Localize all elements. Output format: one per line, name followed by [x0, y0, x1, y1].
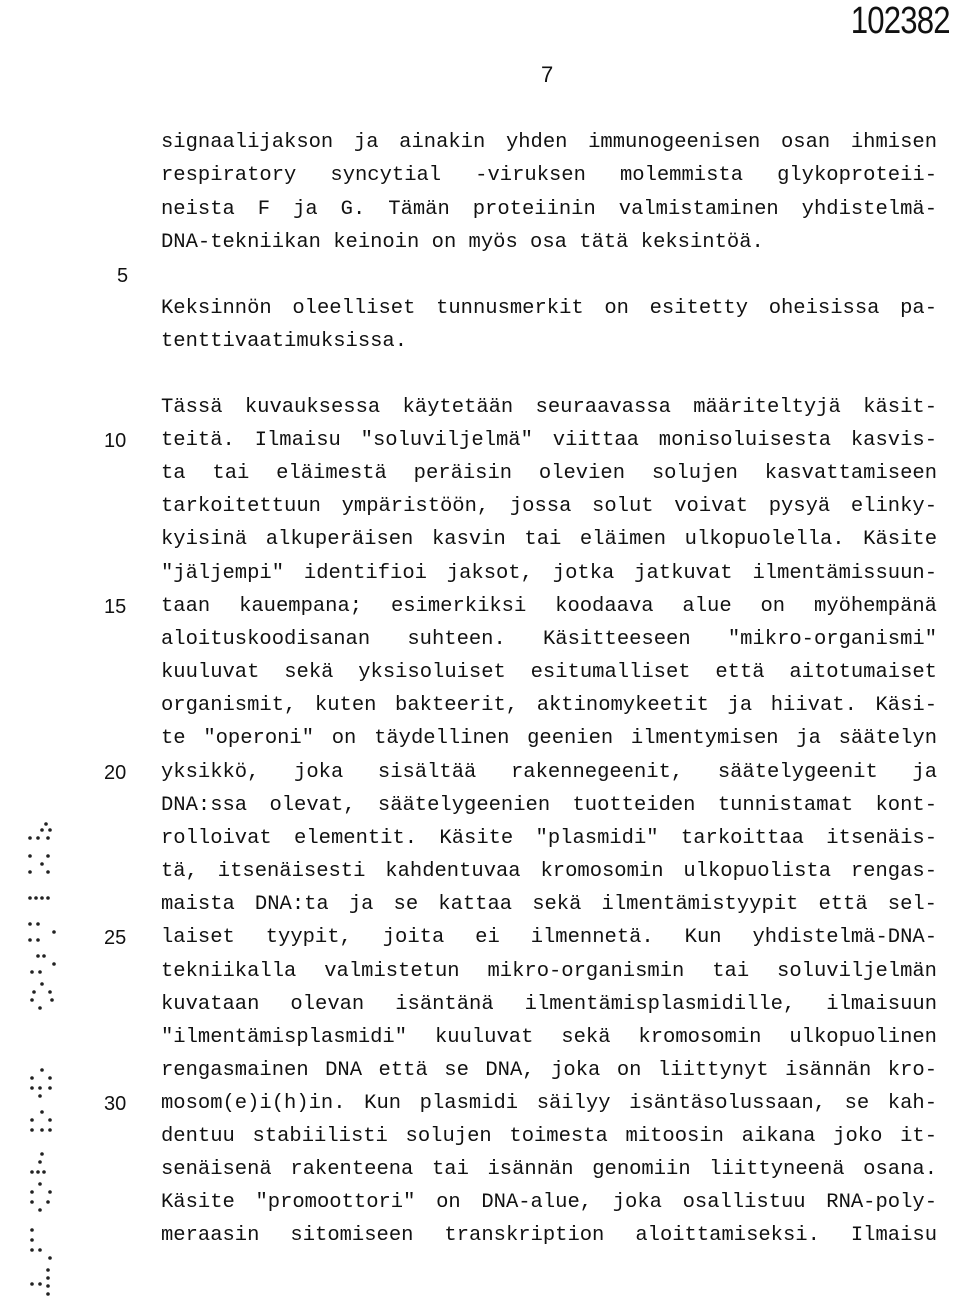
- text-line: mosom(e)i(h)in. Kun plasmidi säilyy isäntäsolussaan, se kah-: [161, 1092, 937, 1115]
- line-number: 5: [117, 265, 129, 287]
- text-line: senäisenä rakenteena tai isännän genomiin liittyneenä osana.: [161, 1158, 937, 1181]
- text-line: DNA:ssa olevat, säätelygeenien tuotteiden tunnistamat kont-: [161, 794, 937, 817]
- text-line: ta tai eläimestä peräisin olevien solujen kasvattamiseen: [161, 462, 937, 485]
- text-line: kuuluvat sekä yksisoluiset esitumalliset että aitotumaiset: [161, 661, 937, 684]
- line-number: 30: [104, 1093, 127, 1115]
- line-number: 10: [104, 430, 127, 452]
- text-line: signaalijakson ja ainakin yhden immunogeenisen osan ihmisen: [161, 131, 937, 154]
- text-line: taan kauempana; esimerkiksi koodaava alue on myöhempänä: [161, 595, 937, 618]
- margin-dot-pattern: [28, 820, 78, 1300]
- text-line: Käsite "promoottori" on DNA-alue, joka osallistuu RNA-poly-: [161, 1191, 937, 1214]
- line-number: 15: [104, 596, 127, 618]
- text-line: meraasin sitomiseen transkription aloittamiseksi. Ilmaisu: [161, 1224, 937, 1247]
- line-number: 20: [104, 762, 127, 784]
- text-line: tä, itsenäisesti kahdentuvaa kromosomin ulkopuolista rengas-: [161, 860, 937, 883]
- document-number: 102382: [850, 0, 950, 42]
- text-line: te "operoni" on täydellinen geenien ilmentymisen ja säätelyn: [161, 727, 937, 750]
- text-line: tekniikalla valmistetun mikro-organismin tai soluviljelmän: [161, 960, 937, 983]
- page-number: 7: [541, 62, 554, 87]
- text-line: tarkoitettuun ympäristöön, jossa solut voivat pysyä elinky-: [161, 495, 937, 518]
- text-line: kyisinä alkuperäisen kasvin tai eläimen ulkopuolella. Käsite: [161, 528, 937, 551]
- text-line: laiset tyypit, joita ei ilmennetä. Kun yhdistelmä-DNA-: [161, 926, 937, 949]
- text-line: "ilmentämisplasmidi" kuuluvat sekä kromosomin ulkopuolinen: [161, 1026, 937, 1049]
- text-line: Tässä kuvauksessa käytetään seuraavassa määriteltyjä käsit-: [161, 396, 937, 419]
- text-line: rengasmainen DNA että se DNA, joka on liittynyt isännän kro-: [161, 1059, 937, 1082]
- text-line: dentuu stabiilisti solujen toimesta mitoosin aikana joko it-: [161, 1125, 937, 1148]
- text-line: "jäljempi" identifioi jaksot, jotka jatkuvat ilmentämissuun-: [161, 562, 937, 585]
- text-line: tenttivaatimuksissa.: [161, 330, 408, 353]
- text-line: organismit, kuten bakteerit, aktinomykeetit ja hiivat. Käsi-: [161, 694, 937, 717]
- text-line: teitä. Ilmaisu "soluviljelmä" viittaa monisoluisesta kasvis-: [161, 429, 937, 452]
- text-line: yksikkö, joka sisältää rakennegeenit, säätelygeenit ja: [161, 761, 937, 784]
- text-line: aloituskoodisanan suhteen. Käsitteeseen "mikro-organismi": [161, 628, 937, 651]
- text-line: neista F ja G. Tämän proteiinin valmistaminen yhdistelmä-: [161, 198, 937, 221]
- text-line: DNA-tekniikan keinoin on myös osa tätä keksintöä.: [161, 231, 764, 254]
- text-line: rolloivat elementit. Käsite "plasmidi" tarkoittaa itsenäis-: [161, 827, 937, 850]
- text-line: maista DNA:ta ja se kattaa sekä ilmentämistyypit että sel-: [161, 893, 937, 916]
- line-number: 25: [104, 927, 127, 949]
- text-line: respiratory syncytial -viruksen molemmista glykoproteii-: [161, 164, 937, 187]
- text-line: kuvataan olevan isäntänä ilmentämisplasmidille, ilmaisuun: [161, 993, 937, 1016]
- text-line: Keksinnön oleelliset tunnusmerkit on esitetty oheisissa pa-: [161, 297, 937, 320]
